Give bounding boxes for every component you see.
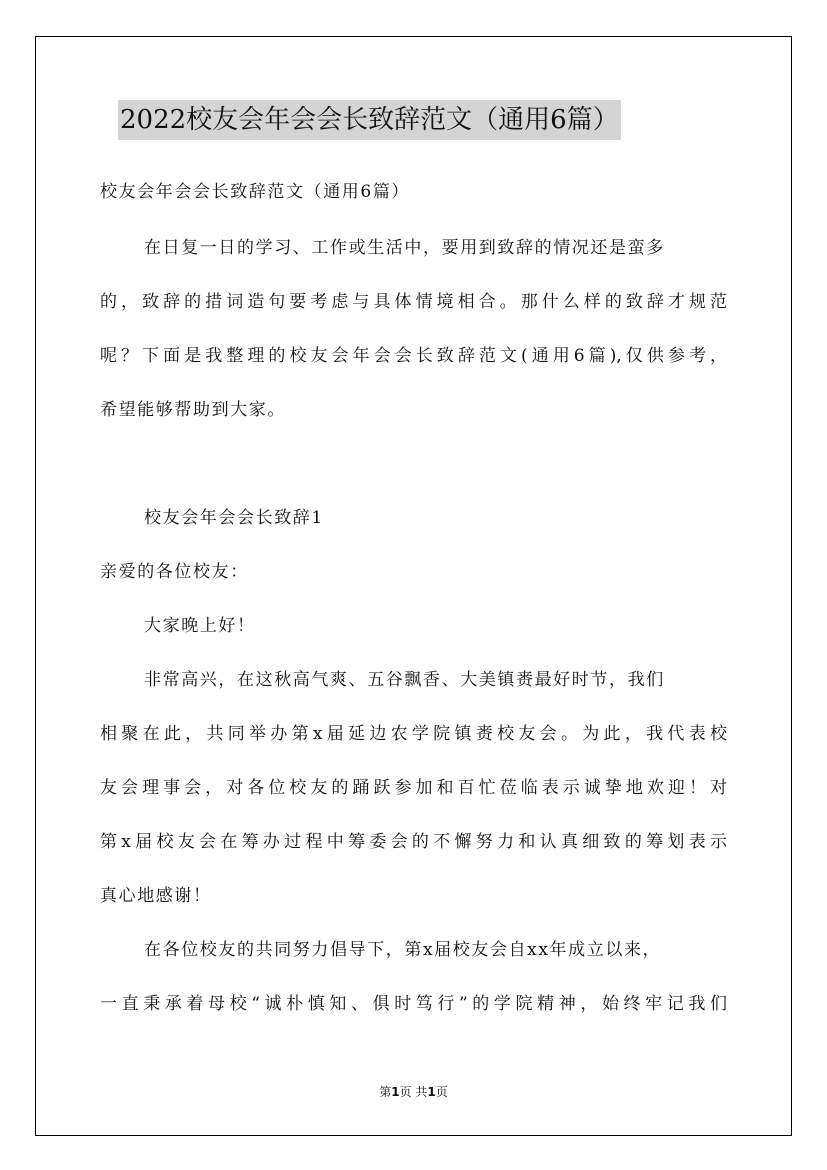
footer-prefix: 第 [379, 1085, 392, 1099]
intro-line-1: 在日复一日的学习、工作或生活中，要用到致辞的情况还是蛮多 [144, 238, 665, 258]
footer-mid: 页 共 [399, 1085, 428, 1099]
para1-line-2: 相聚在此，共同举办第x届延边农学院镇赉校友会。为此，我代表校 [100, 724, 727, 744]
para1-line-5: 真心地感谢！ [100, 886, 212, 906]
footer-suffix: 页 [435, 1085, 448, 1099]
para1-line-3: 友会理事会，对各位校友的踊跃参加和百忙莅临表示诚挚地欢迎！对 [100, 778, 727, 798]
para2-line-1: 在各位校友的共同努力倡导下，第x届校友会自xx年成立以来， [144, 940, 662, 960]
document-title: 2022校友会年会会长致辞范文（通用6篇） [118, 100, 621, 140]
footer-page-total: 1 [427, 1085, 436, 1099]
intro-line-3: 呢？下面是我整理的校友会年会会长致辞范文(通用6篇),仅供参考， [100, 346, 727, 366]
para1-line-1: 非常高兴，在这秋高气爽、五谷飘香、大美镇赉最好时节，我们 [144, 670, 665, 690]
intro-line-2: 的，致辞的措词造句要考虑与具体情境相合。那什么样的致辞才规范 [100, 292, 727, 312]
para2-line-2: 一直秉承着母校“诚朴慎知、俱时笃行”的学院精神，始终牢记我们 [100, 994, 727, 1014]
page-footer [0, 1084, 827, 1100]
para1-line-4: 第x届校友会在筹办过程中筹委会的不懈努力和认真细致的筹划表示 [100, 832, 727, 852]
salutation: 亲爱的各位校友： [100, 562, 249, 582]
subtitle: 校友会年会会长致辞范文（通用6篇） [100, 182, 411, 202]
footer-page-current: 1 [391, 1085, 400, 1099]
intro-line-4: 希望能够帮助到大家。 [100, 400, 286, 420]
greeting: 大家晚上好！ [144, 616, 256, 636]
section-heading: 校友会年会会长致辞1 [144, 508, 324, 528]
